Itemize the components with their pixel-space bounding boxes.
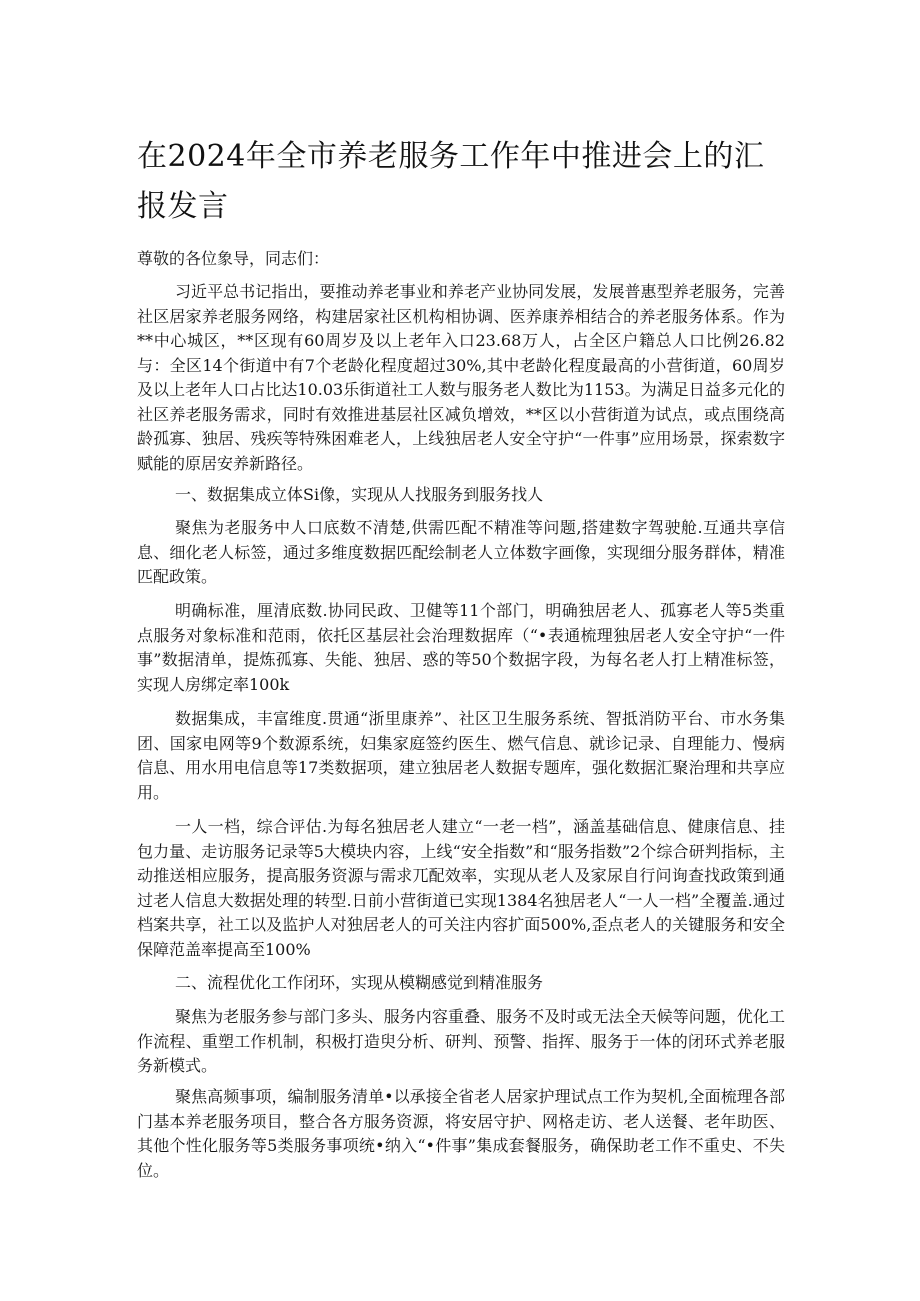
paragraph-service-list: 聚焦高频事项，编制服务清单•以承接全省老人居家护理试点工作为契机,全面梳理各部门基本养老服务项目，整合各方服务资源，将安居守护、网格走访、老人送餐、老年助医、其他个性化服务等5类服务事项统•纳入“•件事”集成套餐服务，确保助老工作不重史、不失位。 xyxy=(137,1087,785,1180)
paragraph-one-person-one-file: 一人一档，综合评估.为每名独居老人建立“一老一档”，涵盖基础信息、健康信息、挂包力量、走访服务记录等5大模块内容，上线“安全指数”和“服务指数”2个综合研判指标，主动推送相应服务，提高服务资源与需求兀配效率，实现从老人及家尿自行问询查找政策到通过老人信息大数据处理的转型.日前小营街道已实现1384名独居老人“一人一档”全覆盖.通过档案共享，社工以及监护人对独居老人的可关注内容扩面500%,歪点老人的关键服务和安全保障范盖率提高至100% xyxy=(137,817,785,959)
paragraph-section2-overview: 聚焦为老服务参与部门多头、服务内容重叠、服务不及时或无法全天候等问题，优化工作流程、重塑工作机制，积极打造臾分析、研判、预警、指挥、服务于一体的闭环式养老服务新模式。 xyxy=(137,1007,785,1075)
section-heading-1: 一、数据集成立体Si像，实现从人找服务到服务找人 xyxy=(175,485,544,504)
document-title: 在2024年全市养老服务工作年中推进会上的汇报发言 xyxy=(137,139,765,224)
section-heading-2: 二、流程优化工作闭环，实现从模糊感觉到精准服务 xyxy=(175,973,544,992)
greeting: 尊敬的各位象导，同志们： xyxy=(137,249,330,268)
paragraph-section1-overview: 聚焦为老服务中人口底数不清楚,供需匹配不精准等问题,搭建数字驾驶舱.互通共享信息、细化老人标签，通过多维度数据匹配绘制老人立体数字画像，实现细分服务群体，精准匹配政策。 xyxy=(137,518,785,586)
paragraph-intro: 习近平总书记指出，要推动养老事业和养老产业协同发展，发展普惠型养老服务，完善社区居家养老服务网络，构建居家社区机构相协调、医养康养相结合的养老服务体系。作为**中心城区，**区现有60周岁及以上老年入口23.68万人，占全区户籍总人口比例26.82与：全区14个街道中有7个老龄化程度超过30%,其中老龄化程度最高的小营街道，60周岁及以上老年人口占比达10.03乐街道社工人数与服务老人数比为1153。为满足日益多元化的社区养老服务需求，同时有效推进基层社区减负增效，**区以小营街道为试点，或点围绕高龄孤寡、独居、残疾等特殊困难老人，上线独居老人安全守护“一件事”应用场景，探索数字赋能的原居安养新路径。 xyxy=(137,282,785,473)
paragraph-data-integration: 数据集成，丰富维度.贯通“浙里康养”、社区卫生服务系统、智抵消防平台、市水务集团、国家电网等9个数源系统，妇集家庭签约医生、燃气信息、就诊记录、自理能力、慢病信息、用水用电信息等17类数据项，建立独居老人数据专题库，强化数据汇聚治理和共享应用。 xyxy=(137,709,785,802)
paragraph-standards: 明确标准，厘清底数.协同民政、卫健等11个部门，明确独居老人、孤寡老人等5类重点服务对象标准和范雨，依托区基层社会治理数据库（“•表通梳理独居老人安全守护“一件事”数据清单，提炼孤寡、失能、独居、惑的等50个数据字段，为每名老人打上精准标签，实现人房绑定率100k xyxy=(137,601,785,694)
